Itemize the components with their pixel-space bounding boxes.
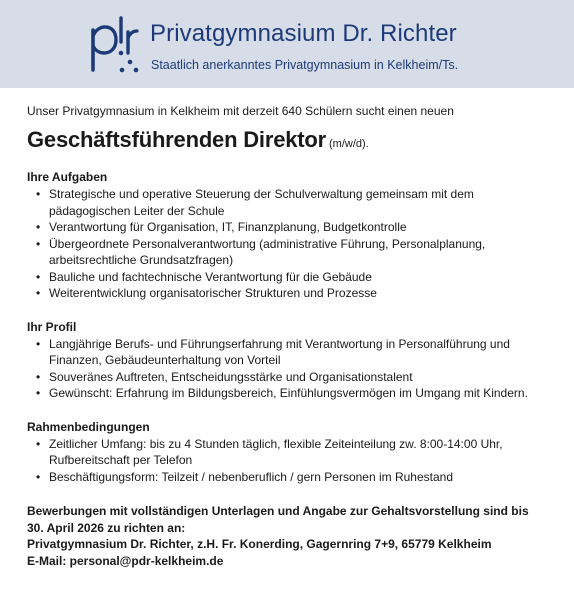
bullet-icon: • [36,269,41,284]
list-item [27,203,557,220]
job-title-suffix: (m/w/d). [329,138,369,150]
list-item-text: pädagogischen Leiter der Schule [49,203,225,218]
list-item [27,186,557,203]
section-heading: Ihre Aufgaben [27,170,108,184]
list-item-text: Strategische und operative Steuerung der Schulverwaltung gemeinsam mit dem [49,187,474,201]
bullet-icon: • [36,220,41,234]
list-item-text: arbeitsrechtliche Grundsatzfragen) [49,253,234,267]
list-item [27,252,557,269]
intro-text: Unser Privatgymnasium in Kelkheim mit derzeit 640 Schülern sucht einen neuen [27,104,454,118]
closing-line: 30. April 2026 zu richten an: [27,520,186,535]
list-item-text: Beschäftigungsform: Teilzeit / nebenberuflich / gern Personen im Ruhestand [49,469,454,484]
contact-email[interactable]: E-Mail: personal@pdr-kelkheim.de [27,553,224,568]
bullet-icon: • [36,336,41,351]
bullet-icon: • [36,436,41,451]
list-item [27,385,557,402]
school-subtitle: Staatlich anerkanntes Privatgymnasium in Kelkheim/Ts. [151,58,459,72]
job-title-line [27,127,557,153]
bullet-icon: • [36,469,41,484]
section-rahmenbedingungen [27,419,557,486]
bullet-icon: • [36,369,41,384]
list-item [27,436,557,453]
list-item-text: Souveränes Auftreten, Entscheidungsstärke und Organisationstalent [49,369,413,384]
list-item [27,219,557,236]
job-title: Geschäftsführenden Direktor [27,127,327,152]
list-item [27,336,557,353]
section-profil [27,319,557,402]
list-item [27,236,557,253]
list-item-text: Finanzen, Gebäudeunterhaltung von Vorteil [49,353,281,367]
list-item [27,369,557,386]
list-item-text: Verantwortung für Organisation, IT, Finanzplanung, Budgetkontrolle [49,220,407,234]
bullet-icon: • [36,386,41,400]
list-item-text: Gewünscht: Erfahrung im Bildungsbereich, Einfühlungsvermögen im Umgang mit Kindern. [49,386,528,400]
list-item [27,285,557,302]
list-item-text: Rufbereitschaft per Telefon [49,453,193,467]
ad-sections [27,169,557,485]
job-ad [27,103,557,569]
list-item-text: Bauliche und fachtechnische Verantwortung für die Gebäude [49,269,372,284]
contact-address: Privatgymnasium Dr. Richter, z.H. Fr. Konerding, Gagernring 7+9, 65779 Kelkheim [27,537,492,551]
closing-line: Bewerbungen mit vollständigen Unterlagen und Angabe zur Gehaltsvorstellung sind bis [27,504,529,518]
list-item [27,452,557,469]
bullet-icon: • [36,187,41,201]
school-name: Privatgymnasium Dr. Richter [150,20,457,47]
list-item-text: Weiterentwicklung organisatorischer Strukturen und Prozesse [49,286,377,300]
list-item-text: Langjährige Berufs- und Führungserfahrung mit Verantwortung in Personalführung und [49,336,510,351]
school-header [0,0,574,88]
section-heading: Rahmenbedingungen [27,419,150,434]
bullet-icon: • [36,236,41,251]
section-aufgaben [27,169,557,302]
conditions-list [27,436,557,486]
list-item-text: Übergeordnete Personalverantwortung (administrative Führung, Personalplanung, [49,236,486,251]
list-item [27,269,557,286]
list-item [27,469,557,486]
list-item-text: Zeitlicher Umfang: bis zu 4 Stunden täglich, flexible Zeiteinteilung zw. 8:00-14:00 Uhr, [49,436,503,451]
task-list [27,186,557,302]
application-info [27,503,557,569]
school-logo [88,12,140,76]
list-item [27,352,557,369]
section-heading: Ihr Profil [27,319,77,334]
bullet-icon: • [36,286,41,300]
profile-list [27,336,557,402]
